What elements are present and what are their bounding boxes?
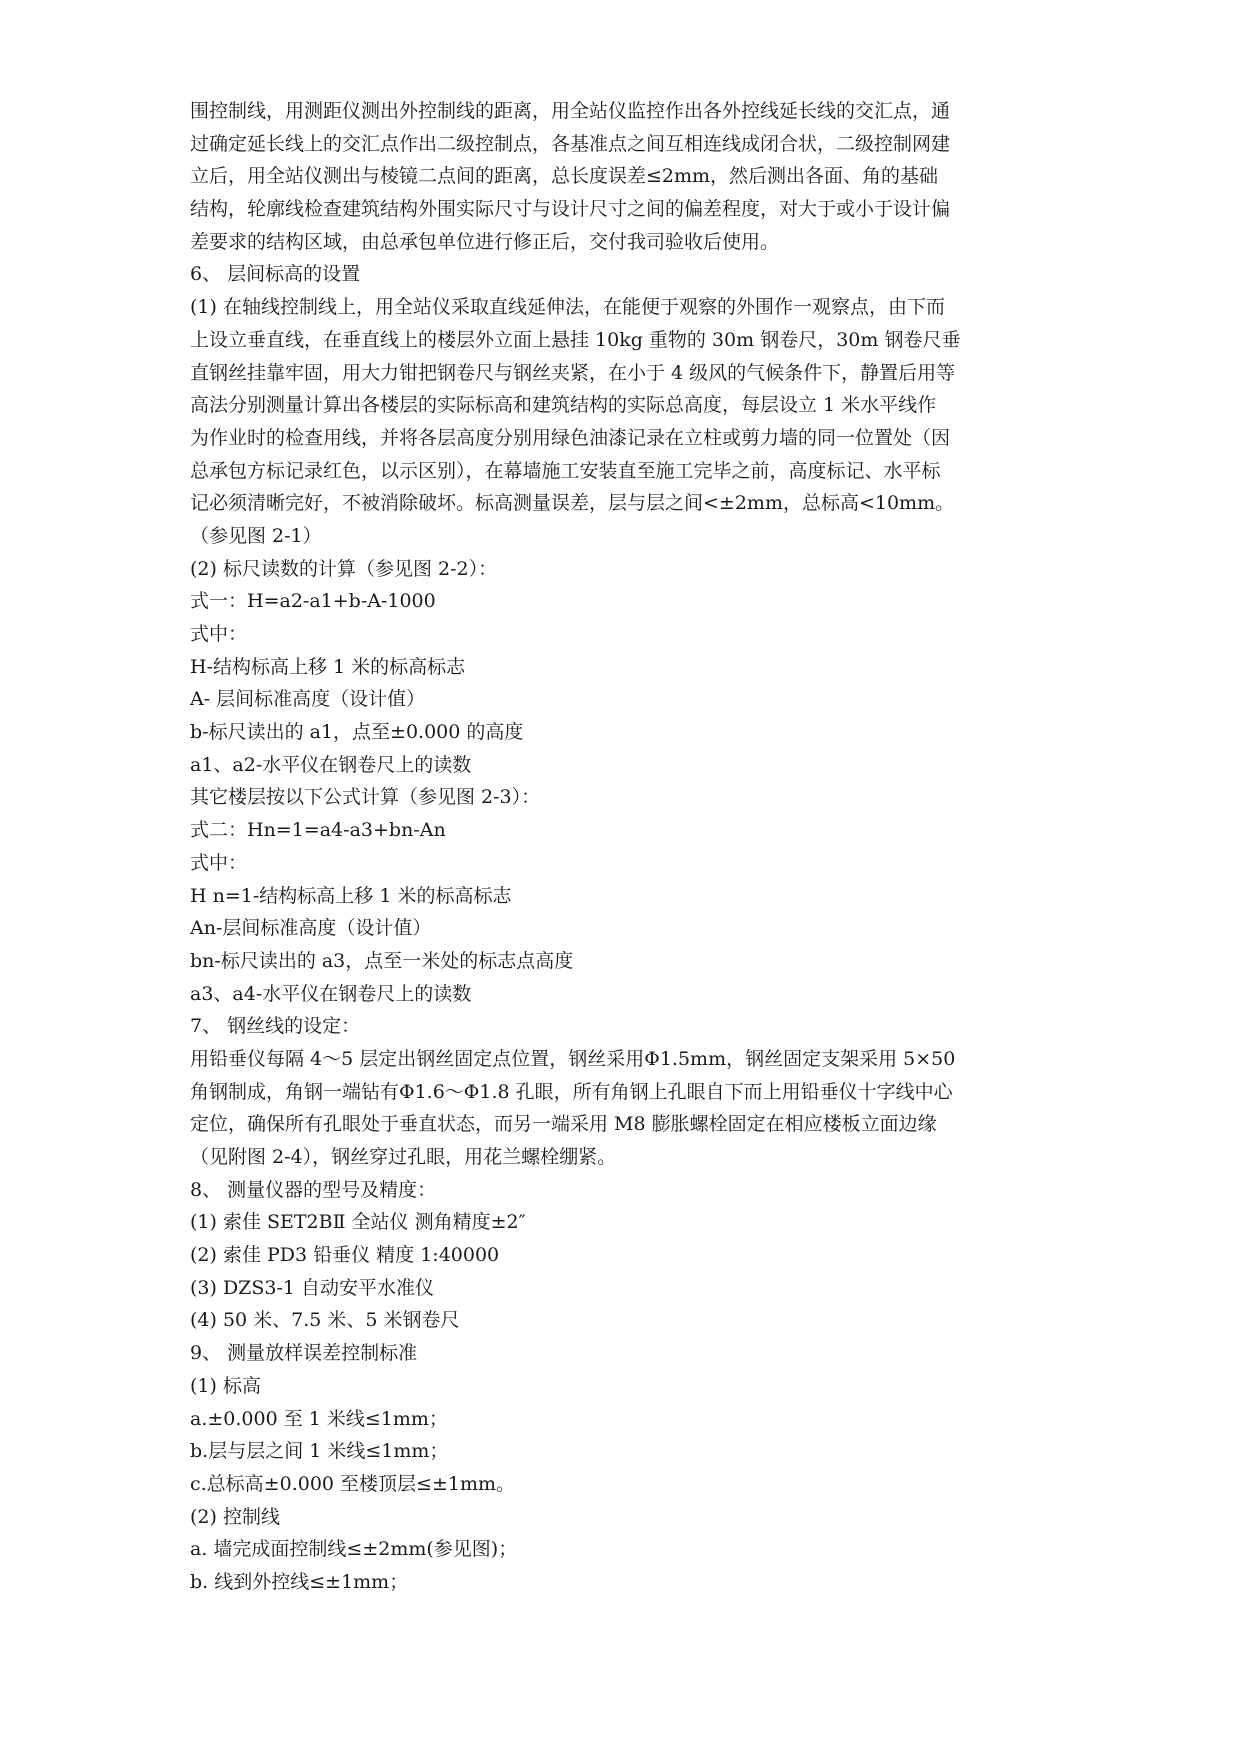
text-line: 角钢制成，角钢一端钻有Φ1.6～Φ1.8 孔眼，所有角钢上孔眼自下而上用铅垂仪十字线中心 [190,1080,953,1103]
text-line: 高法分别测量计算出各楼层的实际标高和建筑结构的实际总高度，每层设立 1 米水平线作 [190,394,937,417]
section-heading: 8、 测量仪器的型号及精度： [190,1178,437,1201]
definition-line: H-结构标高上移 1 米的标高标志 [190,655,466,678]
text-line: （参见图 2-1） [190,524,322,547]
text-line: （见附图 2-4），钢丝穿过孔眼，用花兰螺栓绷紧。 [190,1146,617,1168]
list-item: (4) 50 米、7.5 米、5 米钢卷尺 [190,1309,460,1332]
formula-line: 式一：H=a2-a1+b-A-1000 [190,590,436,613]
list-item: c.总标高±0.000 至楼顶层≤±1mm。 [190,1472,515,1495]
list-item: a. 墙完成面控制线≤±2mm(参见图)； [190,1538,518,1561]
text-line: (2) 标尺读数的计算（参见图 2-2）： [190,557,498,580]
definition-line: bn-标尺读出的 a3，点至一米处的标志点高度 [190,949,574,972]
formula-line: 式二：Hn=1=a4-a3+bn-An [190,819,446,842]
section-heading: 9、 测量放样误差控制标准 [190,1342,418,1365]
definition-line: b-标尺读出的 a1，点至±0.000 的高度 [190,721,524,744]
text-line: 过确定延长线上的交汇点作出二级控制点，各基准点之间互相连线成闭合状，二级控制网建 [190,132,951,155]
list-item: (3) DZS3-1 自动安平水准仪 [190,1276,435,1299]
text-line: 上设立垂直线，在垂直线上的楼层外立面上悬挂 10kg 重物的 30m 钢卷尺，30m 钢卷尺垂 [190,328,961,351]
text-line: 其它楼层按以下公式计算（参见图 2-3）： [190,786,541,809]
list-item: (1) 标高 [190,1374,261,1397]
section-heading: 7、 钢丝线的设定： [190,1015,361,1038]
definition-line: An-层间标准高度（设计值） [190,917,432,940]
text-line: 直钢丝挂靠牢固，用大力钳把钢卷尺与钢丝夹紧，在小于 4 级风的气候条件下，静置后用等 [190,361,956,384]
text-line: 为作业时的检查用线，并将各层高度分别用绿色油漆记录在立柱或剪力墙的同一位置处（因 [190,426,951,449]
list-item: (2) 索佳 PD3 铅垂仪 精度 1:40000 [190,1244,500,1267]
text-line: 式中： [190,851,248,874]
text-line: 结构，轮廓线检查建筑结构外围实际尺寸与设计尺寸之间的偏差程度，对大于或小于设计偏 [190,198,951,221]
text-line: 围控制线，用测距仪测出外控制线的距离，用全站仪监控作出各外控线延长线的交汇点，通 [190,100,951,122]
text-line: 用铅垂仪每隔 4～5 层定出钢丝固定点位置，钢丝采用Φ1.5mm，钢丝固定支架采用 5×50 [190,1047,956,1070]
definition-line: a1、a2-水平仪在钢卷尺上的读数 [190,753,472,776]
list-item: b.层与层之间 1 米线≤1mm； [190,1440,449,1463]
list-item: a.±0.000 至 1 米线≤1mm； [190,1407,448,1430]
text-line: 立后，用全站仪测出与棱镜二点间的距离，总长度误差≤2mm，然后测出各面、角的基础 [190,165,939,188]
section-heading: 6、 层间标高的设置 [190,263,361,286]
definition-line: A- 层间标准高度（设计值） [190,688,426,711]
text-line: 总承包方标记录红色，以示区别），在幕墙施工安装直至施工完毕之前，高度标记、水平标 [190,459,941,482]
list-item: (2) 控制线 [190,1505,280,1528]
text-line: 式中： [190,623,248,645]
definition-line: H n=1-结构标高上移 1 米的标高标志 [190,884,512,907]
text-line: 定位，确保所有孔眼处于垂直状态，而另一端采用 M8 膨胀螺栓固定在相应楼板立面边缘 [190,1113,937,1136]
text-line: 差要求的结构区域，由总承包单位进行修正后，交付我司验收后使用。 [190,230,780,253]
definition-line: a3、a4-水平仪在钢卷尺上的读数 [190,982,472,1005]
text-line: 记必须清晰完好，不被消除破坏。标高测量误差，层与层之间<±2mm，总标高<10mm。 [190,492,955,515]
list-item: (1) 索佳 SET2BⅡ 全站仪 测角精度±2″ [190,1211,526,1234]
text-line: (1) 在轴线控制线上，用全站仪采取直线延伸法，在能便于观察的外围作一观察点，由下而 [190,296,945,319]
list-item: b. 线到外控线≤±1mm； [190,1570,409,1593]
